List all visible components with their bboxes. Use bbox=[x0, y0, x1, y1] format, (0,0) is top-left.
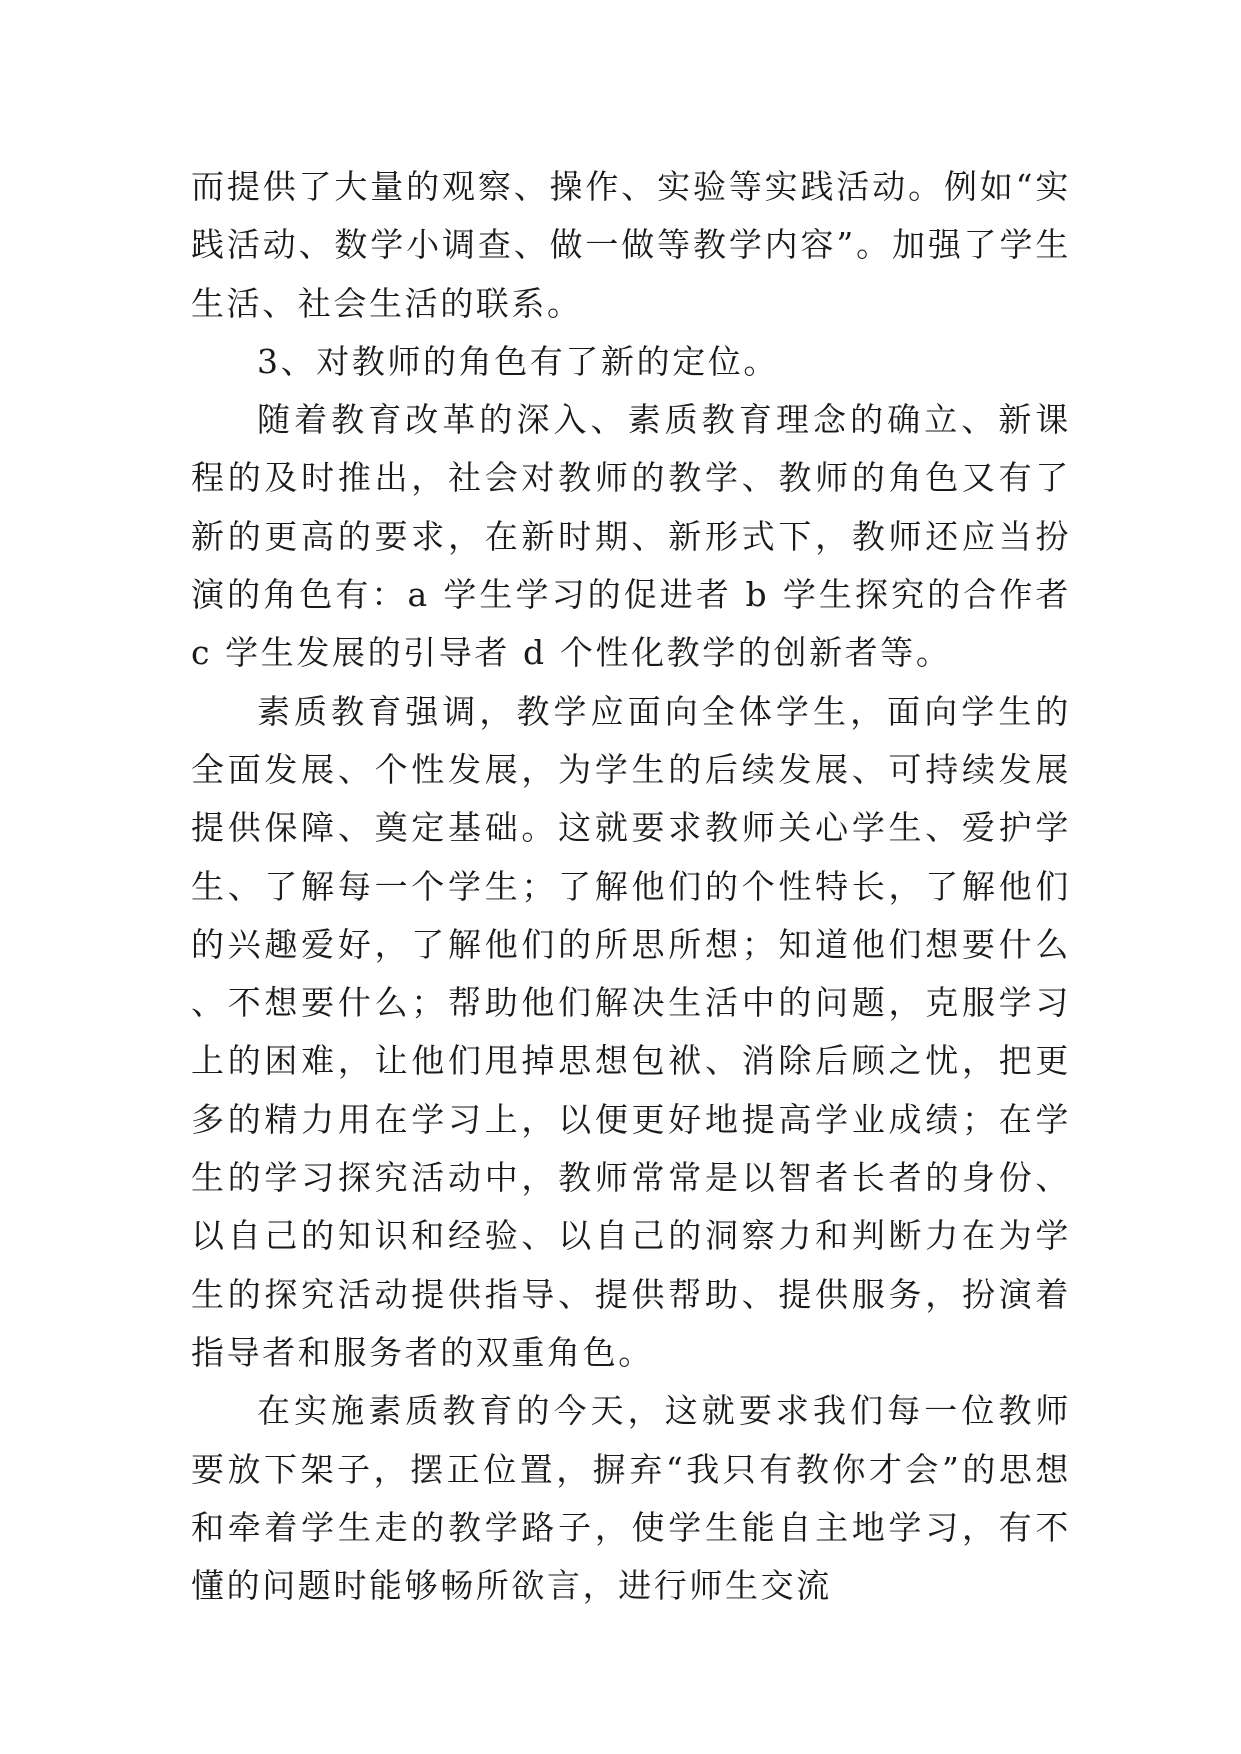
paragraph-new-roles: 随着教育改革的深入、素质教育理念的确立、新课程的及时推出，社会对教师的教学、教师的角色又有了新的更高的要求，在新时期、新形式下，教师还应当扮演的角色有：a 学生学习的促进者 b 学生探究的合作者 c 学生发展的引导者 d 个性化教学的创新者等。 bbox=[191, 400, 1071, 673]
section-heading-teacher-role: 3、对教师的角色有了新的定位。 bbox=[257, 341, 779, 381]
paragraph-quality-education: 素质教育强调，教学应面向全体学生，面向学生的全面发展、个性发展，为学生的后续发展、可持续发展提供保障、奠定基础。这就要求教师关心学生、爱护学生、了解每一个学生；了解他们的个性特长，了解他们的兴趣爱好，了解他们的所思所想；知道他们想要什么、不想要什么；帮助他们解决生活中的问题，克服学习上的困难，让他们甩掉思想包袱、消除后顾之忧，把更多的精力用在学习上，以便更好地提高学业成绩；在学生的学习探究活动中，教师常常是以智者长者的身份、以自己的知识和经验、以自己的洞察力和判断力在为学生的探究活动提供指导、提供帮助、提供服务，扮演着指导者和服务者的双重角色。 bbox=[191, 691, 1071, 1372]
document-body bbox=[191, 158, 1071, 1615]
paragraph-implementation: 在实施素质教育的今天，这就要求我们每一位教师要放下架子，摆正位置，摒弃“我只有教你才会”的思想和牵着学生走的教学路子，使学生能自主地学习，有不懂的问题时能够畅所欲言，进行师生交流 bbox=[191, 1391, 1071, 1606]
paragraph-continuation: 而提供了大量的观察、操作、实验等实践活动。例如“实践活动、数学小调查、做一做等教学内容”。加强了学生生活、社会生活的联系。 bbox=[191, 167, 1071, 323]
